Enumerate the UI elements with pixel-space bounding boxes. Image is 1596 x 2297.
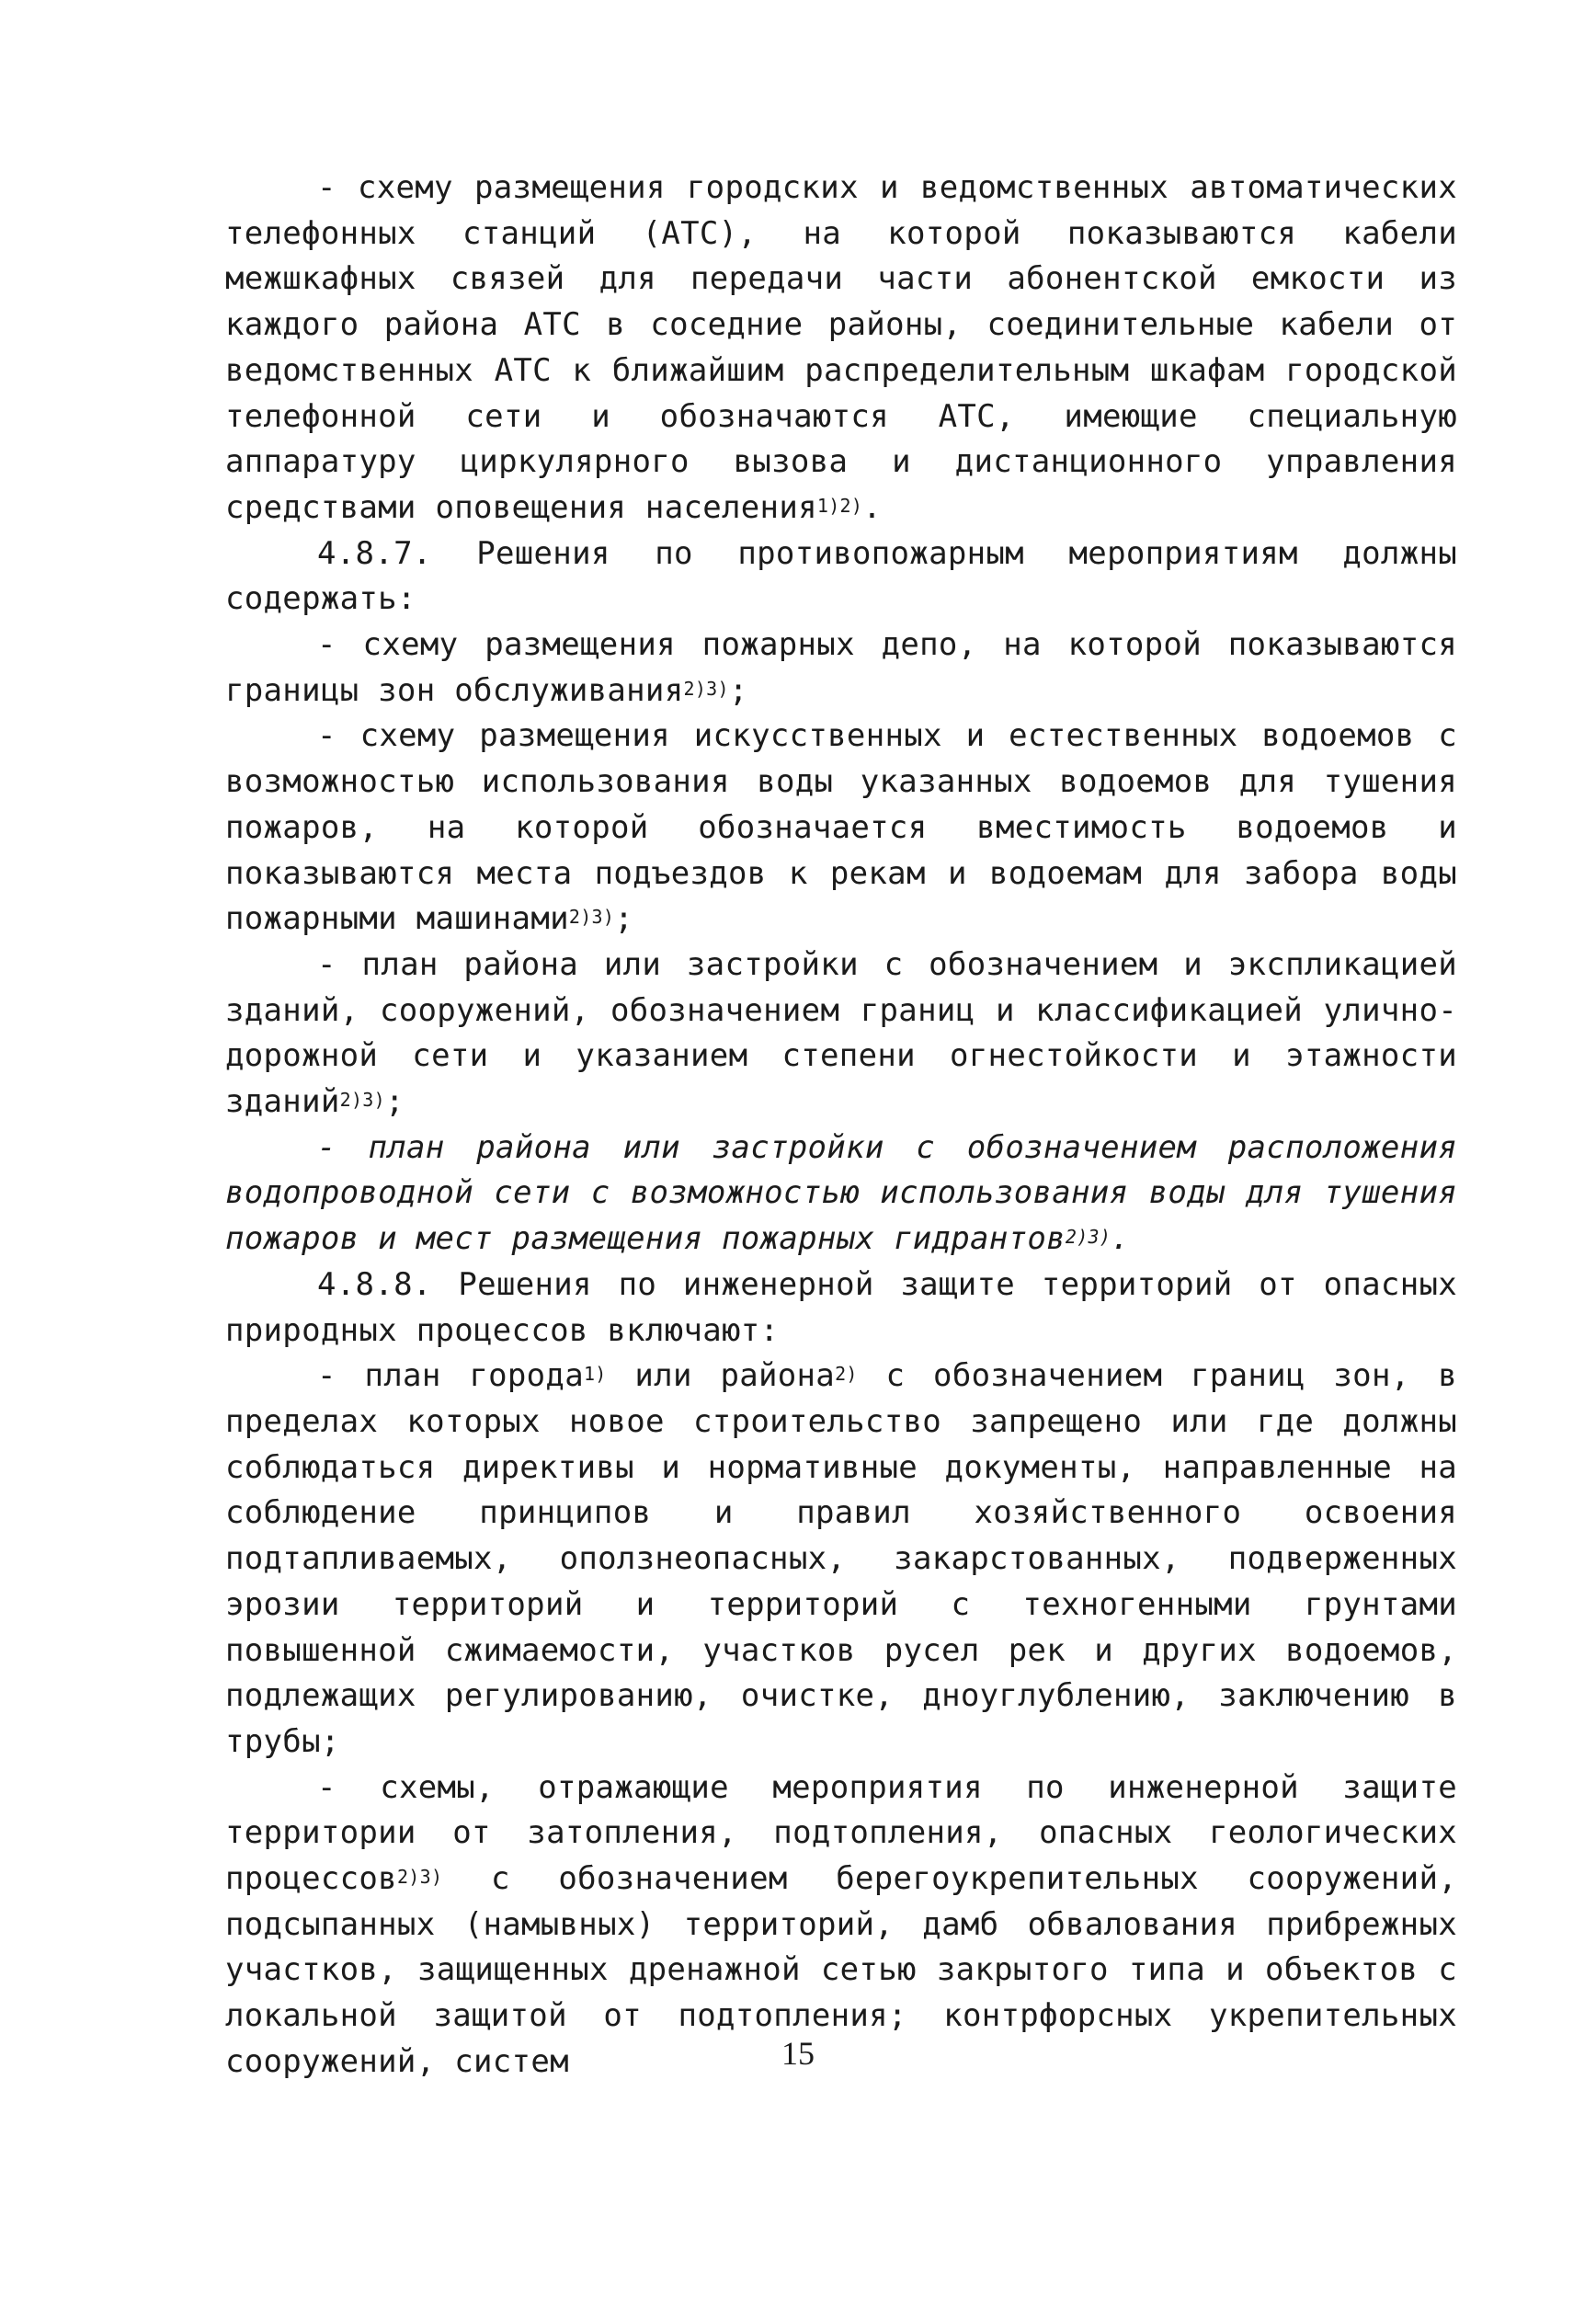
paragraph xyxy=(225,623,1457,714)
footnote-ref: 1) xyxy=(583,1363,607,1386)
paragraph-text: ; xyxy=(614,900,634,938)
paragraph-text: ; xyxy=(728,671,748,709)
paragraph-text: - план района или застройки с обозначением и экспликацией зданий, сооружений, обозначением границ и классификацией улично-дорожной сети и указанием степени огнестойкости и этажности зданий xyxy=(225,945,1457,1121)
paragraph xyxy=(225,1354,1457,1765)
paragraph-text: с обозначением берегоукрепительных сооружений, подсыпанных (намывных) территорий, дамб обвалования прибрежных участков, защищенных дренажной сетью закрытого типа и объектов с локальной защитой от подтопления; контрфорсных укрепительных сооружений, систем xyxy=(225,1860,1457,2080)
footnote-ref: 2)3) xyxy=(1065,1226,1112,1249)
paragraph-text: - схему размещения искусственных и естественных водоемов с возможностью использования воды указанных водоемов для тушения пожаров, на которой обозначается вместимость водоемов и показываются места подъездов к рекам и водоемам для забора воды пожарными машинами xyxy=(225,717,1457,938)
footnote-ref: 2)3) xyxy=(683,677,729,700)
paragraph-text: - план города xyxy=(317,1357,584,1395)
paragraph-text: - план района или застройки с обозначением расположения водопроводной сети с возможностью использования воды для тушения пожаров и мест размещения пожарных гидрантов xyxy=(225,1128,1457,1258)
paragraph-text: 4.8.8. Решения по инженерной защите территорий от опасных природных процессов включают: xyxy=(225,1265,1457,1349)
paragraph-text: - схемы, отражающие мероприятия по инженерной защите территории от затопления, подтопления, опасных геологических процессов xyxy=(225,1768,1457,1898)
footnote-ref: 2)3) xyxy=(339,1089,385,1112)
paragraph xyxy=(225,714,1457,943)
footnote-ref: 2)3) xyxy=(396,1866,443,1889)
paragraph-text: ; xyxy=(385,1083,405,1121)
paragraph xyxy=(225,1263,1457,1354)
page-number: 15 xyxy=(781,2035,815,2072)
paragraph xyxy=(225,943,1457,1126)
paragraph-text: . xyxy=(862,488,883,526)
paragraph xyxy=(225,531,1457,623)
paragraph-text: - схему размещения пожарных депо, на которой показываются границы зон обслуживания xyxy=(225,626,1457,709)
footnote-ref: 2) xyxy=(835,1363,858,1386)
paragraph-text: - схему размещения городских и ведомственных автоматических телефонных станций (АТС), на которой показываются кабели межшкафных связей для передачи части абонентской емкости из каждого района АТС в соседние районы, соединительные кабели от ведомственных АТС к ближайшим распределительным шкафам городской телефонной сети и обозначаются АТС, имеющие специальную аппаратуру циркулярного вызова и дистанционного управления средствами оповещения населения xyxy=(225,169,1457,526)
paragraph-text: с обозначением границ зон, в пределах которых новое строительство запрещено или где должны соблюдаться директивы и нормативные документы, направленные на соблюдение принципов и правил хозяйственного освоения подтапливаемых, оползнеопасных, закарстованных, подверженных эрозии территорий и территорий с техногенными грунтами повышенной сжимаемости, участков русел рек и других водоемов, подлежащих регулированию, очистке, дноуглублению, заключению в трубы; xyxy=(225,1357,1457,1760)
footnote-ref: 1)2) xyxy=(816,494,863,517)
paragraph xyxy=(225,166,1457,531)
document-body xyxy=(225,166,1457,2086)
footnote-ref: 2)3) xyxy=(568,906,615,929)
paragraph-text: 4.8.7. Решения по противопожарным мероприятиям должны содержать: xyxy=(225,534,1457,618)
paragraph xyxy=(225,1126,1457,1263)
paragraph-text: . xyxy=(1111,1220,1131,1258)
paragraph-text: или района xyxy=(606,1357,836,1395)
